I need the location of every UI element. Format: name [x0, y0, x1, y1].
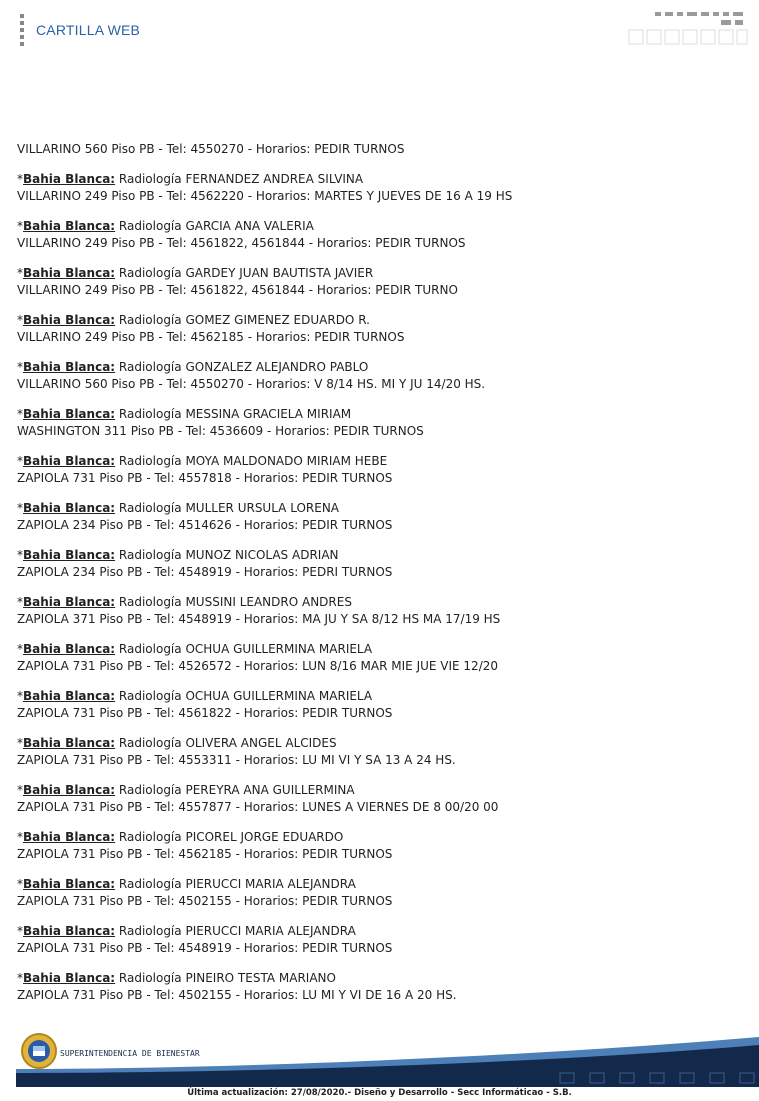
entry-city: Bahia Blanca: [23, 501, 116, 515]
entry-provider-name: MULLER URSULA LORENA [185, 501, 340, 515]
entry-provider-name: OCHUA GUILLERMINA MARIELA [185, 689, 373, 703]
entry-specialty: Radiología [118, 595, 182, 609]
entry-address-line: ZAPIOLA 731 Piso PB - Tel: 4502155 - Horarios: PEDIR TURNOS [17, 894, 393, 908]
entry-title-line [17, 265, 747, 282]
entry-city: Bahia Blanca: [23, 219, 116, 233]
entry-specialty: Radiología [118, 971, 182, 985]
entry-title-line [17, 641, 747, 658]
entry-specialty: Radiología [118, 877, 182, 891]
directory-entry [17, 876, 747, 910]
entry-address-line: VILLARINO 249 Piso PB - Tel: 4561822, 4561844 - Horarios: PEDIR TURNO [17, 283, 458, 297]
entry-bullet: * [17, 501, 23, 515]
directory-entry [17, 500, 747, 534]
entry-city: Bahia Blanca: [23, 548, 116, 562]
entry-title-line [17, 359, 747, 376]
entry-specialty: Radiología [118, 689, 182, 703]
entry-address-line: VILLARINO 249 Piso PB - Tel: 4562220 - Horarios: MARTES Y JUEVES DE 16 A 19 HS [17, 189, 513, 203]
entry-city: Bahia Blanca: [23, 595, 116, 609]
entry-specialty: Radiología [118, 830, 182, 844]
entry-provider-name: MUNOZ NICOLAS ADRIAN [185, 548, 339, 562]
entry-bullet: * [17, 736, 23, 750]
entry-specialty: Radiología [118, 407, 182, 421]
entry-address-line: ZAPIOLA 234 Piso PB - Tel: 4514626 - Horarios: PEDIR TURNOS [17, 518, 393, 532]
entry-address-line: ZAPIOLA 731 Piso PB - Tel: 4557877 - Horarios: LUNES A VIERNES DE 8 00/20 00 [17, 800, 499, 814]
directory-entry [17, 735, 747, 769]
directory-entry [17, 359, 747, 393]
entry-specialty: Radiología [118, 313, 182, 327]
entry-bullet: * [17, 830, 23, 844]
entry-provider-name: PICOREL JORGE EDUARDO [185, 830, 344, 844]
police-shield-emblem-icon [20, 1032, 58, 1070]
entry-title-line [17, 970, 747, 987]
entry-title-line [17, 829, 747, 846]
entry-bullet: * [17, 548, 23, 562]
entry-address-line: ZAPIOLA 371 Piso PB - Tel: 4548919 - Horarios: MA JU Y SA 8/12 HS MA 17/19 HS [17, 612, 501, 626]
header-decoration-grid-icon [625, 10, 749, 48]
entry-provider-name: PIERUCCI MARIA ALEJANDRA [185, 877, 356, 891]
entry-provider-name: GARCIA ANA VALERIA [185, 219, 314, 233]
entry-address-line: WASHINGTON 311 Piso PB - Tel: 4536609 - Horarios: PEDIR TURNOS [17, 424, 424, 438]
directory-entry [17, 406, 747, 440]
page-footer [0, 1025, 759, 1101]
entry-specialty: Radiología [118, 736, 182, 750]
entry-address-line: ZAPIOLA 731 Piso PB - Tel: 4526572 - Horarios: LUN 8/16 MAR MIE JUE VIE 12/20 [17, 659, 499, 673]
entry-bullet: * [17, 595, 23, 609]
entry-provider-name: GARDEY JUAN BAUTISTA JAVIER [185, 266, 374, 280]
directory-entry [17, 782, 747, 816]
entry-title-line [17, 406, 747, 423]
entry-provider-name: PIERUCCI MARIA ALEJANDRA [185, 924, 356, 938]
entry-bullet: * [17, 689, 23, 703]
entry-city: Bahia Blanca: [23, 689, 116, 703]
entry-provider-name: PINEIRO TESTA MARIANO [185, 971, 336, 985]
entry-city: Bahia Blanca: [23, 172, 116, 186]
entry-address-line: VILLARINO 249 Piso PB - Tel: 4561822, 4561844 - Horarios: PEDIR TURNOS [17, 236, 466, 250]
entry-title-line [17, 453, 747, 470]
entry-specialty: Radiología [118, 642, 182, 656]
entry-title-line [17, 923, 747, 940]
last-updated-text: Última actualización: 27/08/2020.- Diseño y Desarrollo - Secc Informáticao - S.B. [187, 1088, 572, 1098]
entry-bullet: * [17, 172, 23, 186]
directory-entry [17, 141, 747, 158]
entry-title-line [17, 688, 747, 705]
entry-city: Bahia Blanca: [23, 407, 116, 421]
entry-title-line [17, 171, 747, 188]
directory-entry [17, 970, 747, 1004]
entry-title-line [17, 735, 747, 752]
directory-entry [17, 923, 747, 957]
entry-bullet: * [17, 313, 23, 327]
entry-address-line: ZAPIOLA 731 Piso PB - Tel: 4502155 - Horarios: LU MI Y VI DE 16 A 20 HS. [17, 988, 457, 1002]
entry-specialty: Radiología [118, 783, 182, 797]
entry-provider-name: OLIVERA ANGEL ALCIDES [185, 736, 337, 750]
entry-title-line [17, 594, 747, 611]
entry-address-line: ZAPIOLA 731 Piso PB - Tel: 4557818 - Horarios: PEDIR TURNOS [17, 471, 393, 485]
entry-address-line: ZAPIOLA 731 Piso PB - Tel: 4553311 - Horarios: LU MI VI Y SA 13 A 24 HS. [17, 753, 456, 767]
directory-entry [17, 453, 747, 487]
entry-address-line: VILLARINO 249 Piso PB - Tel: 4562185 - Horarios: PEDIR TURNOS [17, 330, 405, 344]
entry-provider-name: OCHUA GUILLERMINA MARIELA [185, 642, 373, 656]
directory-entry [17, 594, 747, 628]
entry-title-line [17, 218, 747, 235]
entry-specialty: Radiología [118, 266, 182, 280]
entry-city: Bahia Blanca: [23, 924, 116, 938]
entry-address-line: ZAPIOLA 731 Piso PB - Tel: 4562185 - Horarios: PEDIR TURNOS [17, 847, 393, 861]
entry-title-line [17, 547, 747, 564]
entry-city: Bahia Blanca: [23, 266, 116, 280]
entry-city: Bahia Blanca: [23, 830, 116, 844]
entry-bullet: * [17, 266, 23, 280]
directory-entry [17, 641, 747, 675]
directory-list [17, 141, 747, 1017]
entry-address-line: ZAPIOLA 731 Piso PB - Tel: 4561822 - Horarios: PEDIR TURNOS [17, 706, 393, 720]
directory-entry [17, 829, 747, 863]
entry-bullet: * [17, 783, 23, 797]
entry-city: Bahia Blanca: [23, 971, 116, 985]
entry-city: Bahia Blanca: [23, 454, 116, 468]
entry-city: Bahia Blanca: [23, 877, 116, 891]
entry-specialty: Radiología [118, 924, 182, 938]
entry-address-line: ZAPIOLA 731 Piso PB - Tel: 4548919 - Horarios: PEDIR TURNOS [17, 941, 393, 955]
entry-bullet: * [17, 877, 23, 891]
directory-entry [17, 312, 747, 346]
entry-address-line: VILLARINO 560 Piso PB - Tel: 4550270 - Horarios: V 8/14 HS. MI Y JU 14/20 HS. [17, 377, 486, 391]
entry-provider-name: GONZALEZ ALEJANDRO PABLO [185, 360, 369, 374]
entry-city: Bahia Blanca: [23, 783, 116, 797]
entry-bullet: * [17, 971, 23, 985]
entry-specialty: Radiología [118, 454, 182, 468]
entry-specialty: Radiología [118, 360, 182, 374]
entry-city: Bahia Blanca: [23, 360, 116, 374]
entry-specialty: Radiología [118, 548, 182, 562]
directory-entry [17, 688, 747, 722]
entry-title-line [17, 782, 747, 799]
entry-bullet: * [17, 360, 23, 374]
entry-provider-name: MESSINA GRACIELA MIRIAM [185, 407, 352, 421]
entry-title-line [17, 312, 747, 329]
entry-provider-name: FERNANDEZ ANDREA SILVINA [185, 172, 364, 186]
entry-bullet: * [17, 407, 23, 421]
entry-provider-name: PEREYRA ANA GUILLERMINA [185, 783, 355, 797]
entry-provider-name: MOYA MALDONADO MIRIAM HEBE [185, 454, 388, 468]
entry-title-line [17, 500, 747, 517]
directory-entry [17, 171, 747, 205]
organization-name: SUPERINTENDENCIA DE BIENESTAR [60, 1049, 200, 1058]
entry-bullet: * [17, 924, 23, 938]
entry-provider-name: GOMEZ GIMENEZ EDUARDO R. [185, 313, 370, 327]
entry-city: Bahia Blanca: [23, 313, 116, 327]
entry-provider-name: MUSSINI LEANDRO ANDRES [185, 595, 352, 609]
page-title: CARTILLA WEB [36, 22, 141, 38]
entry-specialty: Radiología [118, 172, 182, 186]
entry-title-line [17, 876, 747, 893]
entry-bullet: * [17, 219, 23, 233]
directory-entry [17, 547, 747, 581]
entry-city: Bahia Blanca: [23, 642, 116, 656]
entry-bullet: * [17, 642, 23, 656]
entry-specialty: Radiología [118, 219, 182, 233]
entry-city: Bahia Blanca: [23, 736, 116, 750]
directory-entry [17, 218, 747, 252]
page-header [0, 0, 759, 60]
entry-bullet: * [17, 454, 23, 468]
entry-address-line: VILLARINO 560 Piso PB - Tel: 4550270 - Horarios: PEDIR TURNOS [17, 142, 405, 156]
entry-specialty: Radiología [118, 501, 182, 515]
entry-address-line: ZAPIOLA 234 Piso PB - Tel: 4548919 - Horarios: PEDRI TURNOS [17, 565, 393, 579]
directory-entry [17, 265, 747, 299]
header-accent-bar [20, 14, 24, 46]
